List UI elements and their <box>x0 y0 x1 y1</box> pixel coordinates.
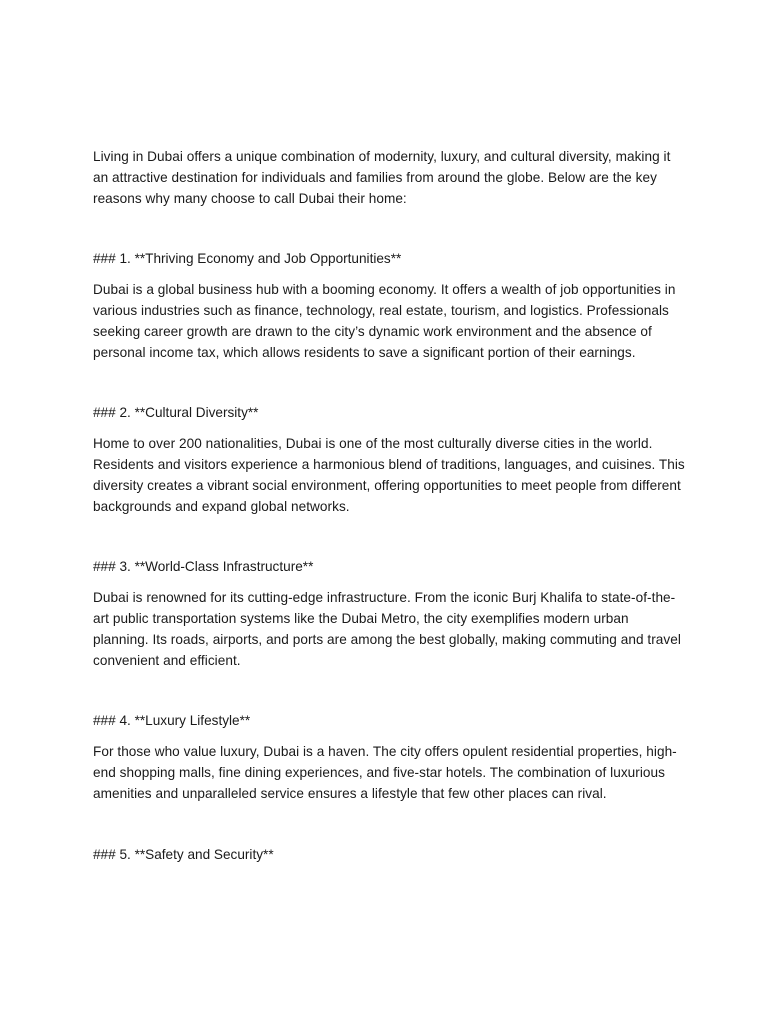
section-heading: ### 4. **Luxury Lifestyle** <box>93 713 251 729</box>
section-3 <box>93 557 685 671</box>
section-5 <box>93 845 685 866</box>
section-heading: ### 1. **Thriving Economy and Job Opportunities** <box>93 251 402 267</box>
section-heading: ### 3. **World-Class Infrastructure** <box>93 559 314 575</box>
section-4 <box>93 711 685 804</box>
section-body: Dubai is renowned for its cutting-edge infrastructure. From the iconic Burj Khalifa to state-of-the-art public transportation systems like the Dubai Metro, the city exemplifies modern urban planning. Its roads, airports, and ports are among the best globally, making commuting and travel convenient and efficient. <box>93 590 681 668</box>
section-body: For those who value luxury, Dubai is a haven. The city offers opulent residential properties, high-end shopping malls, fine dining experiences, and five-star hotels. The combination of luxurious amenities and unparalleled service ensures a lifestyle that few other places can rival. <box>93 744 677 801</box>
intro-paragraph: Living in Dubai offers a unique combination of modernity, luxury, and cultural diversity, making it an attractive destination for individuals and families from around the globe. Below are the key reasons why many choose to call Dubai their home: <box>93 149 671 206</box>
document-content <box>93 147 685 875</box>
section-body: Dubai is a global business hub with a booming economy. It offers a wealth of job opportunities in various industries such as finance, technology, real estate, tourism, and logistics. Professionals seeking career growth are drawn to the city’s dynamic work environment and the absence of personal income tax, which allows residents to save a significant portion of their earnings. <box>93 282 676 360</box>
section-1 <box>93 249 685 363</box>
section-heading: ### 5. **Safety and Security** <box>93 846 274 862</box>
section-heading: ### 2. **Cultural Diversity** <box>93 405 259 421</box>
section-2 <box>93 403 685 517</box>
section-body: Home to over 200 nationalities, Dubai is one of the most culturally diverse cities in the world. Residents and visitors experience a harmonious blend of traditions, languages, and cuisines. This diversity creates a vibrant social environment, offering opportunities to meet people from different backgrounds and expand global networks. <box>93 436 685 514</box>
